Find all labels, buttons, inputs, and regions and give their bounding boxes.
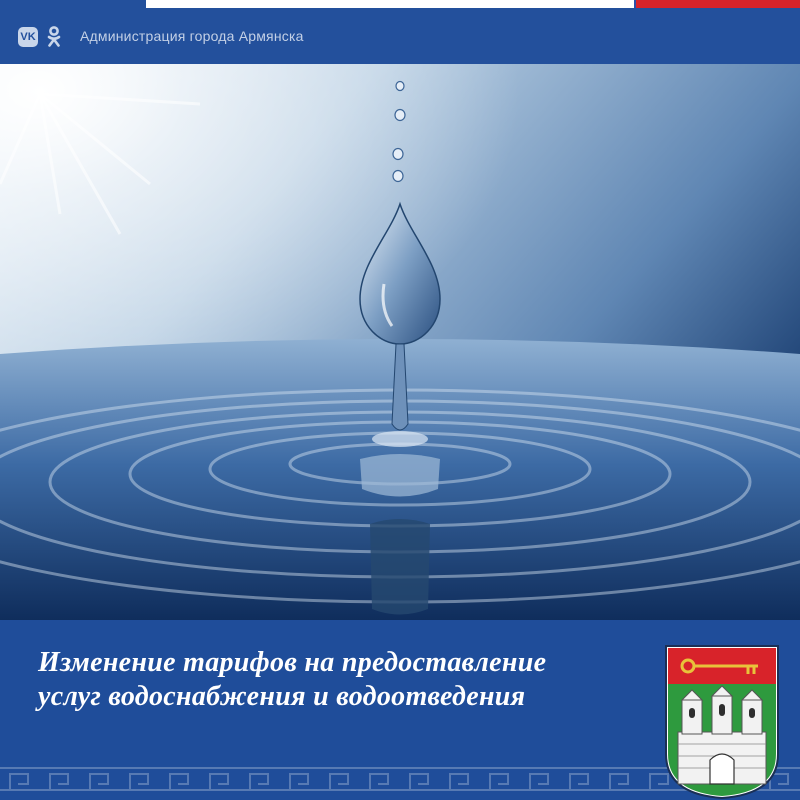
flag-red-segment — [636, 0, 800, 8]
headline-line-1: Изменение тарифов на предоставление — [38, 647, 547, 678]
headline — [38, 646, 638, 714]
social-links — [18, 26, 62, 48]
flag-stripe — [0, 0, 800, 8]
water-drop-photo — [0, 64, 800, 620]
title-banner — [0, 620, 800, 800]
vk-icon[interactable]: VK — [18, 27, 38, 47]
organization-name: Администрация города Армянска — [80, 28, 304, 44]
odnoklassniki-icon[interactable] — [46, 26, 62, 48]
headline-line-2: услуг водоснабжения и водоотведения — [38, 681, 526, 712]
flag-left-segment — [0, 0, 146, 8]
flag-white-segment — [146, 0, 634, 8]
coat-of-arms-icon — [664, 644, 780, 800]
header — [0, 8, 800, 64]
